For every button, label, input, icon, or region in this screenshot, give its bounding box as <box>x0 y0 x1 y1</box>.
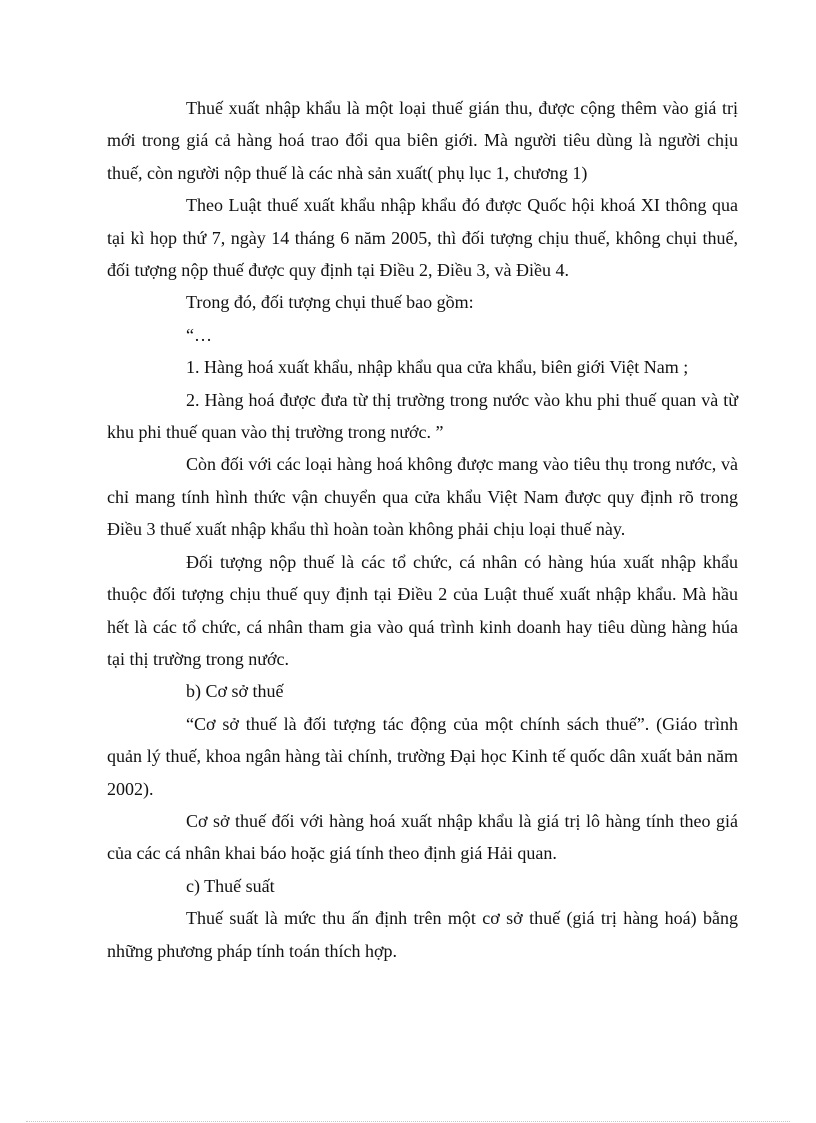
paragraph-tax-base-quote: “Cơ sở thuế là đối tượng tác động của một chính sách thuế”. (Giáo trình quản lý thuế, khoa ngân hàng tài chính, trường Đại học Kinh tế quốc dân xuất bản năm 2002). <box>107 713 738 799</box>
page-bottom-divider <box>26 1121 790 1122</box>
paragraph-tax-definition: Thuế xuất nhập khẩu là một loại thuế gián thu, được cộng thêm vào giá trị mới trong giá cả hàng hoá trao đổi qua biên giới. Mà người tiêu dùng là người chịu thuế, còn người nộp thuế là các nhà sản xuất( phụ lục 1, chương 1) <box>107 98 738 183</box>
paragraph-tax-rate: Thuế suất là mức thu ấn định trên một cơ sở thuế (giá trị hàng hoá) bằng những phương pháp tính toán thích hợp. <box>107 908 738 961</box>
paragraph-exempt-goods: Còn đối với các loại hàng hoá không được mang vào tiêu thụ trong nước, và chỉ mang tính hình thức vận chuyển qua cửa khẩu Việt Nam được quy định rõ trong Điều 3 thuế xuất nhập khẩu thì hoàn toàn không phải chịu loại thuế này. <box>107 454 738 540</box>
paragraph-law-reference: Theo Luật thuế xuất khẩu nhập khẩu đó được Quốc hội khoá XI thông qua tại kì họp thứ 7, ngày 14 tháng 6 năm 2005, thì đối tượng chịu thuế, không chụi thuế, đối tượng nộp thuế được quy định tại Điều 2, Điều 3, và Điều 4. <box>107 195 738 281</box>
paragraph-tax-base-goods: Cơ sở thuế đối với hàng hoá xuất nhập khẩu là giá trị lô hàng tính theo giá của các cá nhân khai báo hoặc giá tính theo định giá Hải quan. <box>107 810 738 864</box>
paragraph-list-item-1: 1. Hàng hoá xuất khẩu, nhập khẩu qua cửa khẩu, biên giới Việt Nam ; <box>186 357 689 378</box>
heading-tax-rate: c) Thuế suất <box>186 875 275 896</box>
heading-tax-base: b) Cơ sở thuế <box>186 681 284 702</box>
document-body <box>107 92 738 967</box>
paragraph-taxable-intro: Trong đó, đối tượng chụi thuế bao gồm: <box>186 292 474 313</box>
paragraph-taxpayers: Đối tượng nộp thuế là các tổ chức, cá nhân có hàng húa xuất nhập khẩu thuộc đối tượng chịu thuế quy định tại Điều 2 của Luật thuế xuất nhập khẩu. Mà hầu hết là các tổ chức, cá nhân tham gia vào quá trình kinh doanh hay tiêu dùng hàng húa tại thị trường trong nước. <box>107 551 738 669</box>
paragraph-list-item-2: 2. Hàng hoá được đưa từ thị trường trong nước vào khu phi thuế quan và từ khu phi thuế quan vào thị trường trong nước. ” <box>107 389 738 443</box>
paragraph-quote-open: “… <box>186 324 212 345</box>
